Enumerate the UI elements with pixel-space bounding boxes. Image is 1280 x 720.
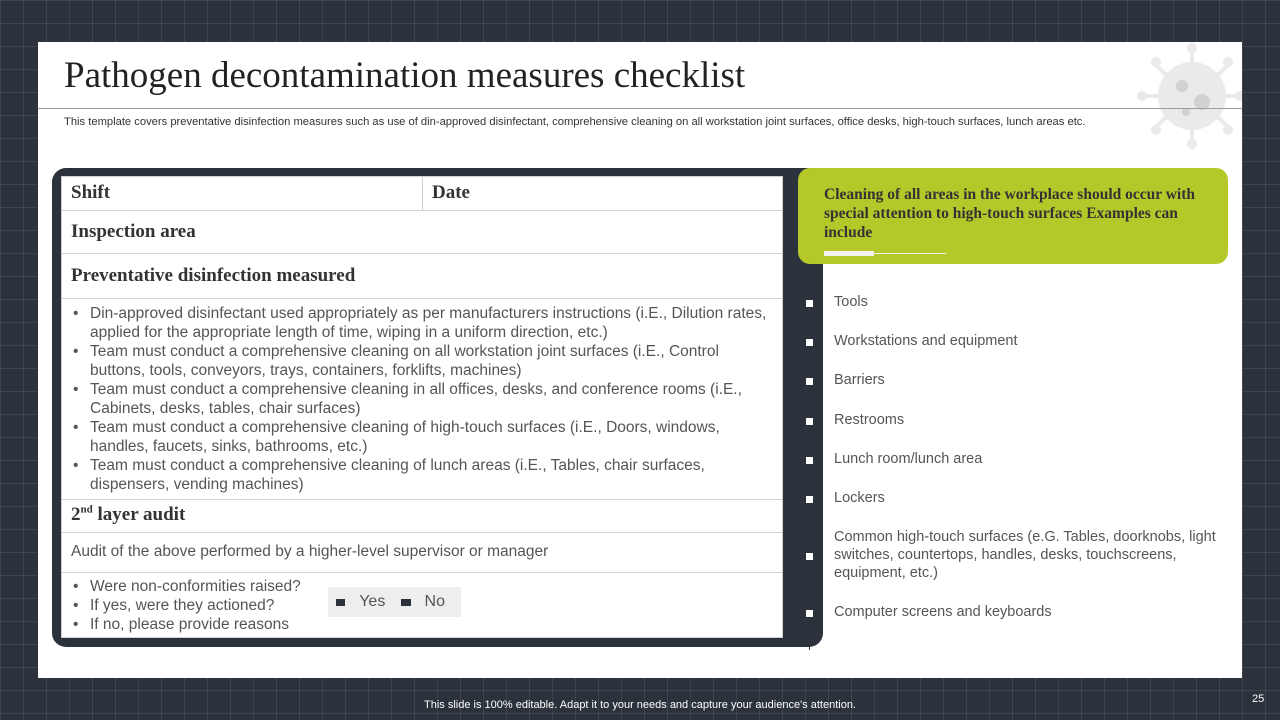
audit-question-item: • Were non-conformities raised? [71, 577, 321, 596]
measure-item: • Team must conduct a comprehensive cleaning on all workstation joint surfaces (i.E., Control buttons, tools, conveyors, trays, containers, forklifts, machines) [71, 342, 771, 380]
checkbox-icon[interactable] [805, 609, 814, 618]
measures-row [62, 299, 782, 500]
no-label: No [424, 593, 445, 610]
audit-question-item: • If no, please provide reasons [71, 615, 321, 634]
measure-item: • Din-approved disinfectant used appropriately as per manufacturers instructions (i.E., Dilution rates, applied for the appropriate length of time, wiping in a uniform direction, etc.) [71, 304, 771, 342]
example-item: Lockers [834, 490, 885, 506]
yes-checkbox[interactable] [336, 599, 345, 606]
slide [38, 42, 1242, 678]
accent-bar [824, 251, 874, 256]
yes-label: Yes [359, 593, 386, 610]
example-item: Computer screens and keyboards [834, 604, 1052, 620]
example-item: Tools [834, 294, 868, 310]
accent-line [874, 253, 946, 254]
page-title: Pathogen decontamination measures checklist [64, 55, 746, 96]
title-divider [38, 108, 1242, 109]
audit-header-row [62, 500, 782, 533]
page-subtitle: This template covers preventative disinfection measures such as use of din-approved disinfectant, comprehensive cleaning on all workstation joint surfaces, office desks, high-touch surfaces, lunch areas etc. [64, 116, 1086, 128]
example-item: Restrooms [834, 412, 905, 428]
measure-item: • Team must conduct a comprehensive cleaning of high-touch surfaces (i.E., Doors, windows, handles, faucets, sinks, bathrooms, etc.) [71, 418, 771, 456]
example-item: Lunch room/lunch area [834, 451, 983, 467]
virus-watermark-icon [1118, 42, 1242, 166]
audit-questions-row [62, 573, 782, 637]
inspection-area-row [62, 211, 782, 254]
checkbox-icon[interactable] [805, 417, 814, 426]
footer-text: This slide is 100% editable. Adapt it to your needs and capture your audience's attention. [424, 699, 856, 711]
measure-item: • Team must conduct a comprehensive cleaning of lunch areas (i.E., Tables, chair surfaces, dispensers, vending machines) [71, 456, 771, 494]
column-divider [422, 177, 423, 210]
no-checkbox[interactable] [401, 599, 410, 606]
date-label: Date [432, 182, 470, 203]
audit-questions-list [71, 577, 321, 634]
inspection-area-label: Inspection area [71, 221, 196, 242]
checkbox-icon[interactable] [805, 299, 814, 308]
example-item: Barriers [834, 372, 885, 388]
highlight-callout [798, 168, 1228, 264]
audit-question-item: • If yes, were they actioned? [71, 596, 321, 615]
measured-row [62, 254, 782, 299]
checkbox-icon[interactable] [805, 377, 814, 386]
example-item: Common high-touch surfaces (e.G. Tables, doorknobs, light switches, countertops, handles, desks, touchscreens, equipment, etc.) [834, 529, 1216, 581]
example-item: Workstations and equipment [834, 333, 1018, 349]
measure-item: • Team must conduct a comprehensive cleaning in all offices, desks, and conference rooms (i.E., Cabinets, desks, tables, chair surfaces) [71, 380, 771, 418]
checklist-table [61, 176, 783, 638]
yes-no-selector [328, 587, 461, 617]
measures-list [71, 304, 771, 494]
audit-text: Audit of the above performed by a higher-level supervisor or manager [71, 543, 549, 560]
checkbox-icon[interactable] [805, 338, 814, 347]
audit-text-row [62, 533, 782, 573]
checkbox-icon[interactable] [805, 552, 814, 561]
checkbox-icon[interactable] [805, 495, 814, 504]
highlight-text: Cleaning of all areas in the workplace should occur with special attention to high-touch surfaces Examples can include [824, 186, 1196, 241]
measured-label: Preventative disinfection measured [71, 265, 356, 286]
audit-layer-label: 2nd layer audit [71, 503, 186, 525]
checkbox-icon[interactable] [805, 456, 814, 465]
page-number: 25 [1252, 693, 1265, 705]
shift-label: Shift [71, 182, 111, 203]
shift-date-row [62, 177, 782, 211]
